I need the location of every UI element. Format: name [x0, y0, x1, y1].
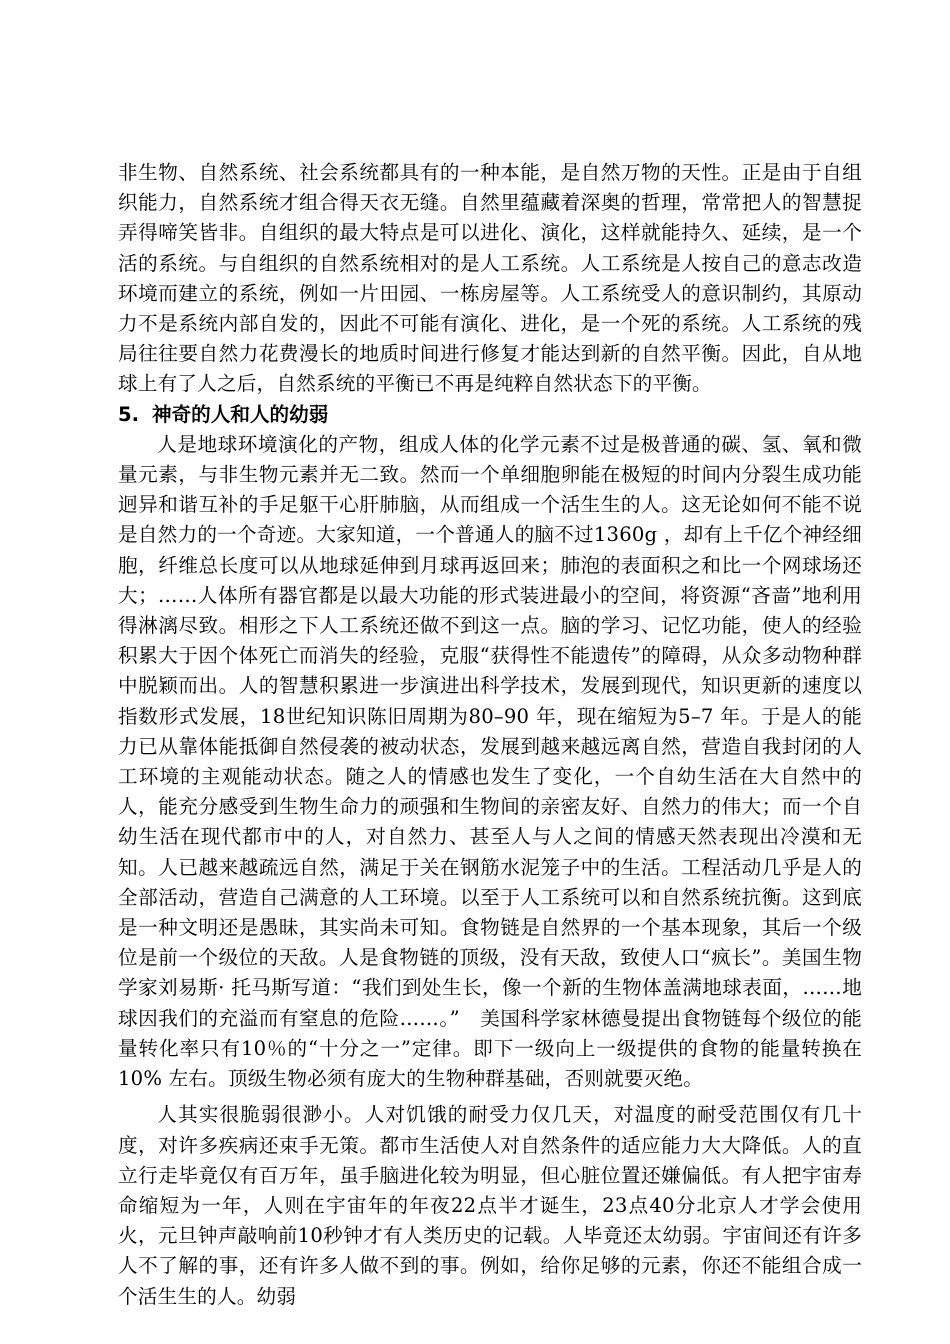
section-number: 5. [118, 402, 140, 426]
paragraph-miraculous-human: 人是地球环境演化的产物，组成人体的化学元素不过是极普通的碳、氢、氧和微量元素，与非生物元素并无二致。然而一个单细胞卵能在极短的时间内分裂生成功能迥异和谐互补的手足躯干心肝肺脑，从而组成一个活生生的人。这无论如何不能不说是自然力的一个奇迹。大家知道，一个普通人的脑不过1360g ，却有上千亿个神经细胞，纤维总长度可以从地球延伸到月球再返回来；肺泡的表面积之和比一个网球场还大；……人体所有器官都是以最大功能的形式装进最小的空间，将资源“吝啬”地利用得淋漓尽致。相形之下人工系统还做不到这一点。脑的学习、记忆功能，使人的经验积累大于因个体死亡而消失的经验，克服“获得性不能遗传”的障碍，从众多动物种群中脱颖而出。人的智慧积累进一步演进出科学技术，发展到现代，知识更新的速度以指数形式发展，18世纪知识陈旧周期为80–90 年，现在缩短为5–7 年。于是人的能力已从靠体能抵御自然侵袭的被动状态，发展到越来越远离自然，营造自我封闭的人工环境的主观能动状态。随之人的情感也发生了变化，一个自幼生活在大自然中的人，能充分感受到生物生命力的顽强和生物间的亲密友好、自然力的伟大；而一个自幼生活在现代都市中的人，对自然力、甚至人与人之间的情感天然表现出冷漠和无知。人已越来越疏远自然，满足于关在钢筋水泥笼子中的生活。工程活动几乎是人的全部活动，营造自己满意的人工环境。以至于人工系统可以和自然系统抗衡。这到底是一种文明还是愚昧，其实尚未可知。食物链是自然界的一个基本现象，其后一个级位是前一个级位的天敌。人是食物链的顶级，没有天敌，致使人口“疯长”。美国生物学家刘易斯· 托马斯写道：“我们到处生长，像一个新的生物体盖满地球表面，……地球因我们的充溢而有窒息的危险……。” 美国科学家林德曼提出食物链每个级位的能量转化率只有10％的“十分之一”定律。即下一级向上一级提供的食物的能量转换在10% 左右。顶级生物必须有庞大的生物种群基础，否则就要灭绝。 [118, 432, 862, 1091]
paragraph-self-organization: 非生物、自然系统、社会系统都具有的一种本能，是自然万物的天性。正是由于自组织能力，自然系统才组合得天衣无缝。自然里蕴藏着深奥的哲理，常常把人的智慧捉弄得啼笑皆非。自组织的最大特点是可以进化、演化，这样就能持久、延续，是一个活的系统。与自组织的自然系统相对的是人工系统。人工系统是人按自己的意志改造环境而建立的系统，例如一片田园、一栋房屋等。人工系统受人的意识制约，其原动力不是系统内部自发的，因此不可能有演化、进化，是一个死的系统。人工系统的残局往往要自然力花费漫长的地质时间进行修复才能达到新的自然平衡。因此，自从地球上有了人之后，自然系统的平衡已不再是纯粹自然状态下的平衡。 [118, 161, 862, 396]
document-page [118, 158, 862, 1312]
section-heading [118, 400, 862, 430]
paragraph-human-fragility: 人其实很脆弱很渺小。人对饥饿的耐受力仅几天，对温度的耐受范围仅有几十度，对许多疾病还束手无策。都市生活使人对自然条件的适应能力大大降低。人的直立行走毕竟仅有百万年，虽手脑进化较为明显，但心脏位置还嫌偏低。有人把宇宙寿命缩短为一年，人则在宇宙年的年夜22点半才诞生，23点40分北京人才学会使用火，元旦钟声敲响前10秒钟才有人类历史的记载。人毕竟还太幼弱。宇宙间还有许多人不了解的事，还有许多人做不到的事。例如，给你足够的元素，你还不能组合成一个活生生的人。幼弱 [118, 1103, 862, 1308]
section-title: 神奇的人和人的幼弱 [152, 402, 329, 426]
